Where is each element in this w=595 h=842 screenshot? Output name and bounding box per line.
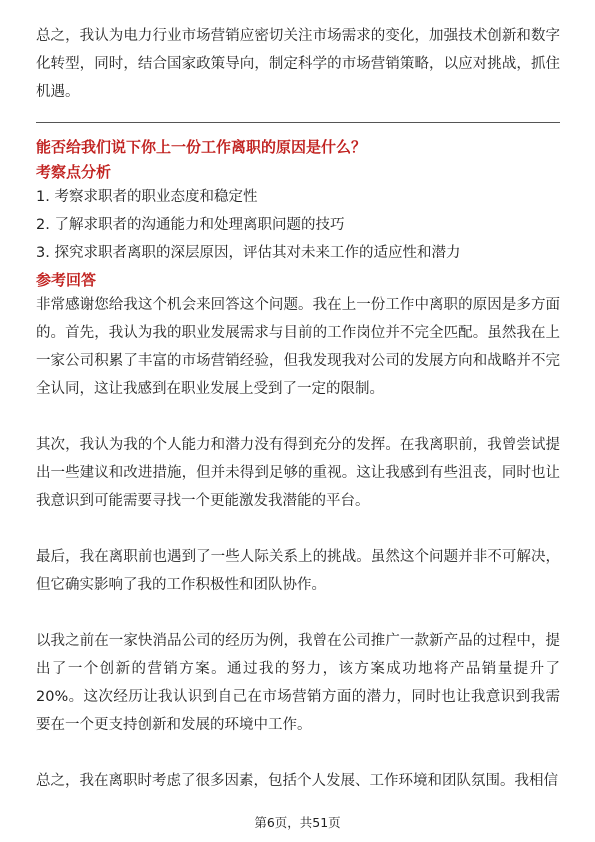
answer-title: 参考回答: [36, 271, 97, 289]
answer-paragraph: 非常感谢您给我这个机会来回答这个问题。我在上一份工作中离职的原因是多方面的。首先，我认为我的职业发展需求与目前的工作岗位并不完全匹配。虽然我在上一家公司积累了丰富的市场营销经验，但我发现我对公司的发展方向和战略并不完全认同，这让我感到在职业发展上受到了一定的限制。: [36, 297, 560, 397]
analysis-item: 2. 了解求职者的沟通能力和处理离职问题的技巧: [36, 217, 345, 233]
intro-paragraph: 总之，我认为电力行业市场营销应密切关注市场需求的变化，加强技术创新和数字化转型，同时，结合国家政策导向，制定科学的市场营销策略，以应对挑战，抓住机遇。: [36, 28, 560, 100]
analysis-item: 3. 探究求职者离职的深层原因，评估其对未来工作的适应性和潜力: [36, 245, 461, 261]
answer-paragraph: 其次，我认为我的个人能力和潜力没有得到充分的发挥。在我离职前，我曾尝试提出一些建议和改进措施，但并未得到足够的重视。这让我感到有些沮丧，同时也让我意识到可能需要寻找一个更能激发我潜能的平台。: [36, 437, 560, 509]
answer-paragraph: 总之，我在离职时考虑了很多因素，包括个人发展、工作环境和团队氛围。我相信: [36, 773, 558, 789]
analysis-item: 1. 考察求职者的职业态度和稳定性: [36, 189, 258, 205]
answer-body: [36, 291, 560, 795]
analysis-title: 考察点分析: [36, 163, 112, 181]
page-content: [36, 22, 560, 795]
page-number-footer: 第6页，共51页: [254, 815, 341, 830]
answer-paragraph: 最后，我在离职前也遇到了一些人际关系上的挑战。虽然这个问题并非不可解决，但它确实影响了我的工作积极性和团队协作。: [36, 549, 560, 593]
question-heading: 能否给我们说下你上一份工作离职的原因是什么？: [36, 138, 367, 156]
answer-paragraph: 以我之前在一家快消品公司的经历为例，我曾在公司推广一款新产品的过程中，提出了一个创新的营销方案。通过我的努力，该方案成功地将产品销量提升了20%。这次经历让我认识到自己在市场营销方面的潜力，同时也让我意识到我需要在一个更支持创新和发展的环境中工作。: [36, 633, 560, 733]
section-divider: [36, 122, 560, 123]
analysis-list: [36, 183, 560, 267]
